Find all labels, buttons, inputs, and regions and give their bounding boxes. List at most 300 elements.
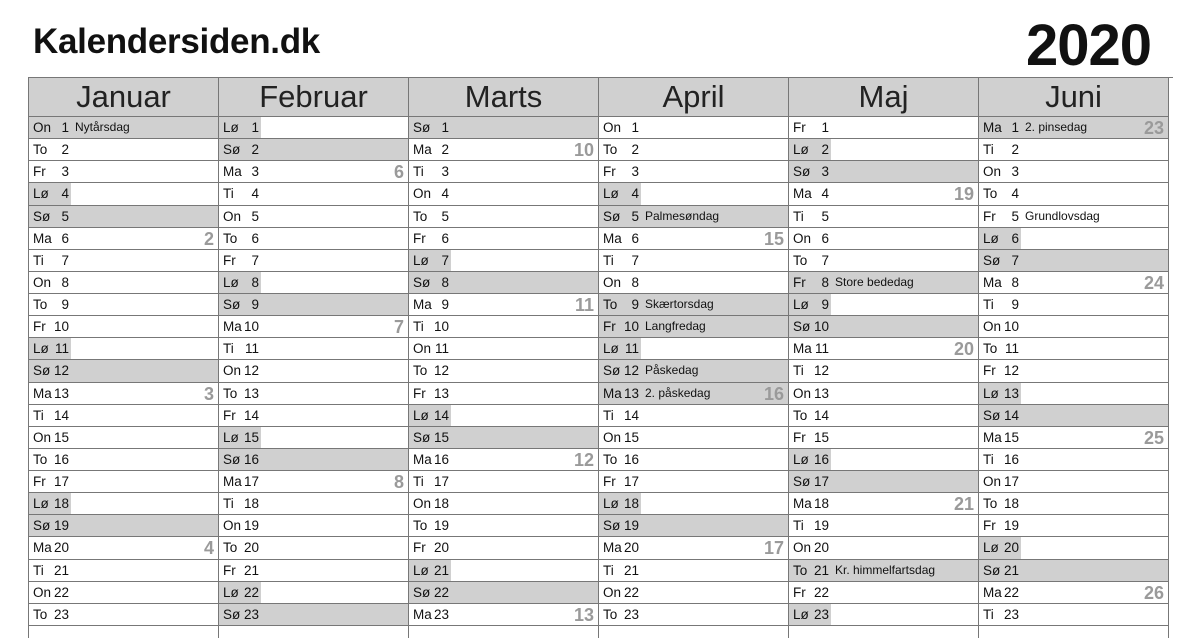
day-number: 9 bbox=[821, 297, 829, 312]
day-row bbox=[789, 206, 978, 228]
day-row bbox=[219, 449, 408, 471]
week-number: 26 bbox=[1143, 582, 1164, 603]
weekday-label: Sø bbox=[413, 120, 431, 135]
day-row bbox=[409, 383, 598, 405]
day-row bbox=[599, 139, 788, 161]
day-row bbox=[789, 228, 978, 250]
day-number: 5 bbox=[1011, 208, 1019, 224]
day-row bbox=[219, 427, 408, 449]
day-row bbox=[789, 449, 978, 471]
weekday-label: Sø bbox=[413, 584, 431, 600]
day-row bbox=[409, 360, 598, 382]
year-title: 2020 bbox=[1026, 13, 1152, 78]
day-row bbox=[979, 139, 1168, 161]
weekday-label: Lø bbox=[793, 451, 809, 467]
day-row bbox=[409, 117, 598, 139]
day-row bbox=[29, 360, 218, 382]
day-number: 9 bbox=[631, 297, 639, 312]
day-row bbox=[29, 183, 218, 205]
holiday-label: Kr. himmelfartsdag bbox=[835, 562, 936, 577]
week-number: 11 bbox=[574, 295, 594, 315]
weekday-label: Lø bbox=[33, 186, 49, 202]
weekday-label: Ma bbox=[413, 451, 432, 467]
weekday-label: Fr bbox=[793, 120, 806, 135]
day-row bbox=[219, 316, 408, 338]
day-number: 21 bbox=[623, 562, 639, 578]
day-row bbox=[599, 582, 788, 604]
day-number: 16 bbox=[623, 451, 639, 467]
week-number: 4 bbox=[203, 538, 214, 559]
day-number: 20 bbox=[433, 540, 449, 556]
day-number: 5 bbox=[821, 208, 829, 224]
day-row bbox=[219, 360, 408, 382]
calendar-grid bbox=[28, 77, 1173, 638]
weekday-label: Ti bbox=[983, 297, 994, 312]
day-row bbox=[789, 272, 978, 294]
day-number: 22 bbox=[433, 584, 449, 600]
day-number: 14 bbox=[243, 407, 259, 423]
day-row bbox=[29, 405, 218, 427]
day-row bbox=[979, 471, 1168, 493]
day-number: 1 bbox=[821, 120, 829, 135]
day-row bbox=[219, 228, 408, 250]
weekday-label: Sø bbox=[793, 164, 811, 180]
day-number: 11 bbox=[434, 341, 449, 357]
day-number: 6 bbox=[251, 230, 259, 246]
weekday-label: On bbox=[33, 429, 52, 445]
day-number: 14 bbox=[1003, 407, 1019, 423]
day-number: 3 bbox=[821, 164, 829, 180]
day-row bbox=[599, 471, 788, 493]
weekday-label: Ma bbox=[413, 297, 432, 312]
day-number: 3 bbox=[1011, 164, 1019, 180]
day-number: 1 bbox=[441, 120, 449, 135]
weekday-label: Ma bbox=[983, 584, 1002, 600]
day-row bbox=[29, 294, 218, 316]
day-row bbox=[599, 493, 788, 515]
weekday-label: Ti bbox=[603, 562, 614, 578]
weekday-label: Sø bbox=[33, 518, 51, 534]
day-row bbox=[29, 117, 218, 139]
day-row bbox=[979, 604, 1168, 626]
day-row bbox=[29, 604, 218, 626]
day-number: 1 bbox=[1011, 120, 1019, 135]
weekday-label: Sø bbox=[603, 363, 621, 379]
week-number: 6 bbox=[393, 162, 404, 183]
day-number: 8 bbox=[251, 274, 259, 290]
weekday-label: Ti bbox=[223, 186, 234, 202]
day-row bbox=[789, 360, 978, 382]
day-number: 21 bbox=[813, 562, 829, 578]
day-row bbox=[789, 427, 978, 449]
weekday-label: To bbox=[223, 540, 238, 556]
day-number: 22 bbox=[243, 584, 259, 600]
day-row bbox=[219, 515, 408, 537]
weekday-label: Fr bbox=[223, 407, 236, 423]
day-row bbox=[979, 560, 1168, 582]
day-number: 16 bbox=[53, 451, 69, 467]
weekday-label: Ti bbox=[223, 496, 234, 512]
day-number: 15 bbox=[623, 429, 639, 445]
day-row bbox=[789, 383, 978, 405]
weekday-label: Sø bbox=[793, 319, 811, 335]
day-number: 16 bbox=[1003, 451, 1019, 467]
holiday-label: Påskedag bbox=[645, 363, 699, 378]
weekday-label: Ma bbox=[33, 230, 52, 246]
day-row bbox=[219, 471, 408, 493]
day-row bbox=[789, 515, 978, 537]
day-number: 20 bbox=[53, 540, 69, 556]
day-number: 7 bbox=[61, 252, 69, 268]
weekday-label: Ma bbox=[223, 319, 242, 335]
day-number: 8 bbox=[631, 274, 639, 290]
day-row bbox=[29, 493, 218, 515]
day-number: 23 bbox=[53, 606, 69, 622]
day-row bbox=[599, 294, 788, 316]
weekday-label: Ti bbox=[413, 474, 424, 489]
day-number: 13 bbox=[433, 385, 449, 401]
day-number: 7 bbox=[631, 252, 639, 268]
day-row bbox=[789, 493, 978, 515]
weekday-label: To bbox=[33, 451, 48, 467]
weekday-label: Ti bbox=[33, 562, 44, 578]
day-row bbox=[789, 139, 978, 161]
week-number: 8 bbox=[393, 472, 404, 492]
weekday-label: Ma bbox=[223, 164, 242, 180]
weekday-label: Fr bbox=[603, 474, 616, 489]
day-number: 4 bbox=[61, 186, 69, 202]
day-row bbox=[979, 360, 1168, 382]
weekday-label: To bbox=[223, 385, 238, 401]
weekday-label: Ti bbox=[603, 252, 614, 268]
day-row bbox=[219, 560, 408, 582]
day-number: 18 bbox=[243, 496, 259, 512]
weekday-label: Lø bbox=[413, 252, 429, 268]
holiday-label: Palmesøndag bbox=[645, 208, 720, 223]
day-row bbox=[29, 427, 218, 449]
weekday-label: To bbox=[603, 142, 618, 158]
day-row bbox=[409, 316, 598, 338]
weekday-label: Sø bbox=[793, 474, 811, 489]
day-number: 8 bbox=[441, 274, 449, 290]
day-row bbox=[409, 560, 598, 582]
day-row bbox=[409, 250, 598, 272]
weekday-label: Ti bbox=[793, 518, 804, 534]
weekday-label: Fr bbox=[223, 562, 236, 578]
day-number: 7 bbox=[441, 252, 449, 268]
day-row bbox=[219, 161, 408, 183]
day-row bbox=[29, 582, 218, 604]
day-number: 11 bbox=[244, 341, 259, 357]
day-number: 14 bbox=[53, 407, 69, 423]
day-number: 8 bbox=[1011, 274, 1019, 290]
day-number: 14 bbox=[433, 407, 449, 423]
weekday-label: Sø bbox=[223, 451, 241, 467]
day-row bbox=[409, 228, 598, 250]
day-row bbox=[409, 338, 598, 360]
day-number: 5 bbox=[61, 208, 69, 224]
day-row bbox=[599, 316, 788, 338]
weekday-label: To bbox=[603, 297, 618, 312]
day-number: 10 bbox=[433, 319, 449, 335]
weekday-label: Ma bbox=[983, 274, 1002, 290]
day-row bbox=[409, 272, 598, 294]
day-row bbox=[29, 228, 218, 250]
weekday-label: Ma bbox=[33, 540, 52, 556]
day-number: 4 bbox=[251, 186, 259, 202]
day-row bbox=[409, 471, 598, 493]
weekday-label: To bbox=[223, 230, 238, 246]
month-column-februar bbox=[219, 78, 409, 638]
day-row bbox=[409, 183, 598, 205]
weekday-label: Fr bbox=[983, 518, 996, 534]
day-number: 19 bbox=[243, 518, 259, 534]
day-row bbox=[599, 427, 788, 449]
day-number: 17 bbox=[1003, 474, 1019, 489]
day-row bbox=[409, 515, 598, 537]
day-number: 10 bbox=[1003, 319, 1019, 335]
month-header: Juni bbox=[979, 78, 1168, 117]
weekday-label: To bbox=[413, 518, 428, 534]
week-number: 23 bbox=[1143, 118, 1164, 138]
day-number: 2 bbox=[821, 142, 829, 158]
weekday-label: Sø bbox=[33, 363, 51, 379]
day-row bbox=[599, 360, 788, 382]
weekday-label: On bbox=[33, 274, 52, 290]
day-row bbox=[409, 493, 598, 515]
day-row bbox=[789, 405, 978, 427]
day-number: 5 bbox=[631, 208, 639, 224]
day-row bbox=[219, 537, 408, 559]
day-row bbox=[979, 250, 1168, 272]
day-number: 23 bbox=[1003, 606, 1019, 622]
weekday-label: Lø bbox=[223, 429, 239, 445]
weekday-label: To bbox=[793, 252, 808, 268]
weekday-label: Fr bbox=[33, 164, 46, 180]
week-number: 24 bbox=[1143, 272, 1164, 293]
day-row bbox=[29, 449, 218, 471]
week-number: 2 bbox=[203, 228, 214, 249]
day-row bbox=[409, 604, 598, 626]
weekday-label: To bbox=[33, 142, 48, 158]
weekday-label: Sø bbox=[983, 407, 1001, 423]
day-row bbox=[789, 338, 978, 360]
weekday-label: Fr bbox=[793, 274, 806, 290]
day-row bbox=[789, 560, 978, 582]
day-number: 13 bbox=[623, 385, 639, 401]
day-number: 22 bbox=[1003, 584, 1019, 600]
day-row bbox=[599, 604, 788, 626]
day-number: 12 bbox=[1003, 363, 1019, 379]
day-number: 4 bbox=[441, 186, 449, 202]
day-number: 22 bbox=[813, 584, 829, 600]
weekday-label: To bbox=[983, 496, 998, 512]
weekday-label: Fr bbox=[33, 474, 46, 489]
day-row bbox=[409, 161, 598, 183]
day-number: 2 bbox=[441, 142, 449, 158]
day-row bbox=[599, 272, 788, 294]
week-number: 19 bbox=[953, 184, 974, 205]
weekday-label: Ti bbox=[793, 363, 804, 379]
day-row bbox=[979, 405, 1168, 427]
day-number: 16 bbox=[433, 451, 449, 467]
day-number: 22 bbox=[623, 584, 639, 600]
day-number: 11 bbox=[624, 341, 639, 357]
day-row bbox=[599, 338, 788, 360]
day-row bbox=[219, 582, 408, 604]
week-number: 20 bbox=[953, 339, 974, 360]
day-number: 7 bbox=[1011, 252, 1019, 268]
day-row bbox=[599, 250, 788, 272]
day-row bbox=[789, 183, 978, 205]
day-number: 17 bbox=[243, 474, 259, 489]
day-row bbox=[409, 537, 598, 559]
weekday-label: To bbox=[603, 451, 618, 467]
day-row bbox=[979, 537, 1168, 559]
day-row bbox=[29, 515, 218, 537]
weekday-label: Sø bbox=[223, 142, 241, 158]
day-number: 23 bbox=[243, 606, 259, 622]
day-number: 1 bbox=[251, 120, 259, 135]
day-number: 23 bbox=[433, 606, 449, 622]
day-number: 6 bbox=[821, 230, 829, 246]
weekday-label: Sø bbox=[603, 518, 621, 534]
day-number: 6 bbox=[631, 230, 639, 246]
weekday-label: Sø bbox=[983, 252, 1001, 268]
weekday-label: Ma bbox=[603, 385, 622, 401]
weekday-label: On bbox=[983, 164, 1002, 180]
day-number: 12 bbox=[243, 363, 259, 379]
week-number: 7 bbox=[393, 317, 404, 338]
weekday-label: Ti bbox=[983, 142, 994, 158]
day-row bbox=[409, 206, 598, 228]
weekday-label: On bbox=[33, 584, 52, 600]
day-row bbox=[219, 294, 408, 316]
day-number: 13 bbox=[53, 385, 69, 401]
day-number: 11 bbox=[1004, 341, 1019, 357]
day-row bbox=[219, 117, 408, 139]
weekday-label: On bbox=[603, 120, 622, 135]
week-number: 17 bbox=[763, 538, 784, 559]
day-row bbox=[219, 405, 408, 427]
day-row bbox=[29, 139, 218, 161]
day-number: 9 bbox=[441, 297, 449, 312]
day-number: 6 bbox=[441, 230, 449, 246]
day-row bbox=[789, 294, 978, 316]
day-number: 18 bbox=[53, 496, 69, 512]
week-number: 12 bbox=[573, 449, 594, 470]
weekday-label: Ti bbox=[983, 606, 994, 622]
week-number: 10 bbox=[573, 140, 594, 161]
holiday-label: 2. påskedag bbox=[645, 385, 711, 400]
day-row bbox=[979, 427, 1168, 449]
day-number: 15 bbox=[53, 429, 69, 445]
day-number: 4 bbox=[1011, 186, 1019, 202]
weekday-label: On bbox=[223, 363, 242, 379]
day-row bbox=[789, 250, 978, 272]
day-row bbox=[789, 471, 978, 493]
day-number: 13 bbox=[1003, 385, 1019, 401]
week-number: 25 bbox=[1143, 427, 1164, 448]
day-row bbox=[599, 117, 788, 139]
weekday-label: On bbox=[603, 429, 622, 445]
day-row bbox=[979, 228, 1168, 250]
weekday-label: Ma bbox=[793, 341, 812, 357]
weekday-label: To bbox=[793, 562, 808, 578]
day-row bbox=[599, 228, 788, 250]
weekday-label: On bbox=[793, 540, 812, 556]
day-number: 3 bbox=[251, 164, 259, 180]
day-row bbox=[789, 316, 978, 338]
day-number: 2 bbox=[251, 142, 259, 158]
month-header: Januar bbox=[29, 78, 218, 117]
weekday-label: Ti bbox=[33, 407, 44, 423]
day-row bbox=[979, 117, 1168, 139]
day-number: 21 bbox=[1003, 562, 1019, 578]
weekday-label: Fr bbox=[603, 319, 616, 335]
day-number: 5 bbox=[441, 208, 449, 224]
day-number: 21 bbox=[53, 562, 69, 578]
day-number: 13 bbox=[813, 385, 829, 401]
weekday-label: Sø bbox=[413, 429, 431, 445]
week-number: 21 bbox=[953, 494, 974, 515]
day-number: 20 bbox=[813, 540, 829, 556]
weekday-label: Sø bbox=[983, 562, 1001, 578]
day-number: 12 bbox=[813, 363, 829, 379]
holiday-label: Grundlovsdag bbox=[1025, 208, 1100, 223]
weekday-label: Sø bbox=[223, 297, 241, 312]
day-row bbox=[599, 383, 788, 405]
weekday-label: Ma bbox=[983, 429, 1002, 445]
day-number: 19 bbox=[1003, 518, 1019, 534]
day-number: 18 bbox=[433, 496, 449, 512]
day-number: 21 bbox=[243, 562, 259, 578]
day-number: 10 bbox=[53, 319, 69, 335]
day-number: 2 bbox=[631, 142, 639, 158]
day-row bbox=[979, 515, 1168, 537]
weekday-label: Ma bbox=[793, 186, 812, 202]
day-row bbox=[599, 449, 788, 471]
weekday-label: Fr bbox=[413, 230, 426, 246]
weekday-label: On bbox=[413, 341, 432, 357]
day-row bbox=[219, 183, 408, 205]
month-header: Februar bbox=[219, 78, 408, 117]
day-row bbox=[29, 206, 218, 228]
weekday-label: Fr bbox=[413, 385, 426, 401]
day-number: 6 bbox=[1011, 230, 1019, 246]
day-row bbox=[409, 427, 598, 449]
day-number: 10 bbox=[243, 319, 259, 335]
day-row bbox=[789, 582, 978, 604]
month-header: Marts bbox=[409, 78, 598, 117]
day-number: 15 bbox=[243, 429, 259, 445]
day-number: 10 bbox=[813, 319, 829, 335]
weekday-label: Ti bbox=[413, 319, 424, 335]
weekday-label: Sø bbox=[603, 208, 621, 224]
weekday-label: On bbox=[793, 385, 812, 401]
weekday-label: Fr bbox=[33, 319, 46, 335]
day-number: 8 bbox=[821, 274, 829, 290]
weekday-label: Fr bbox=[603, 164, 616, 180]
day-number: 12 bbox=[53, 363, 69, 379]
day-row bbox=[599, 161, 788, 183]
holiday-label: Nytårsdag bbox=[75, 120, 130, 134]
weekday-label: To bbox=[603, 606, 618, 622]
weekday-label: Lø bbox=[793, 606, 809, 622]
day-number: 16 bbox=[813, 451, 829, 467]
week-number: 3 bbox=[203, 383, 214, 404]
weekday-label: On bbox=[793, 230, 812, 246]
